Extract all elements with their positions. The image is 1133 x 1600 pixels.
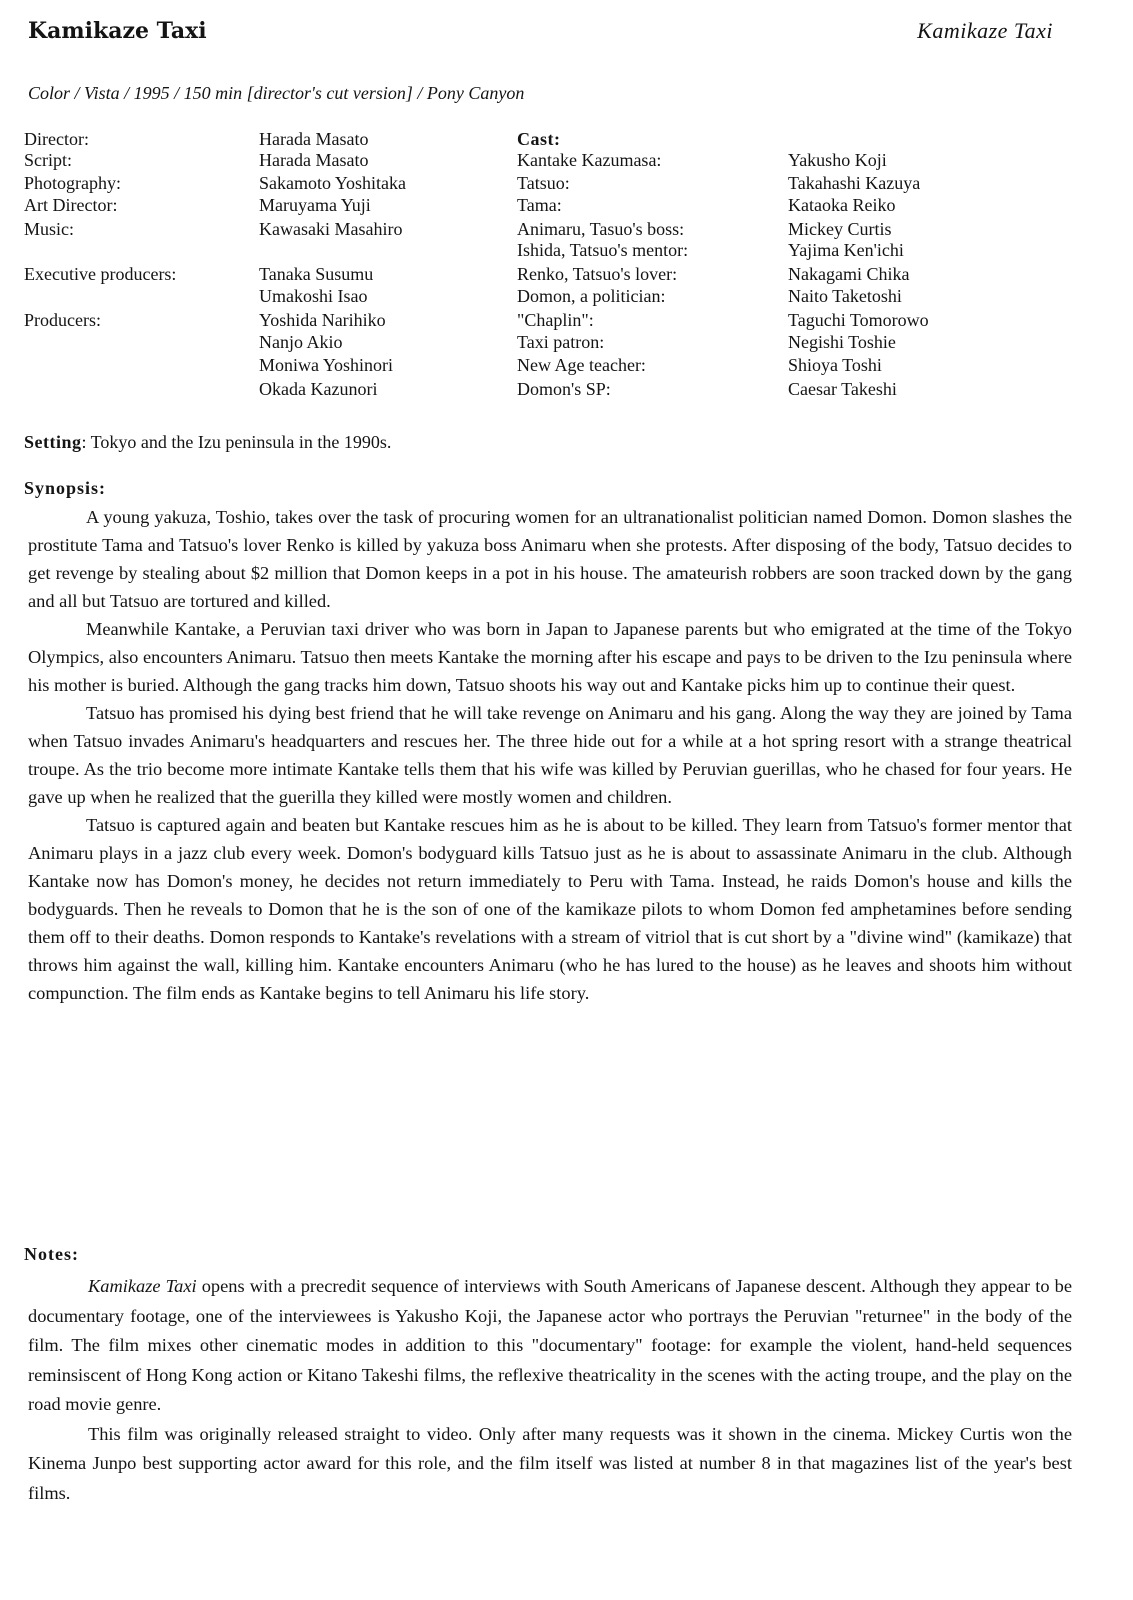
crew-name: Moniwa Yoshinori	[259, 355, 394, 375]
synopsis-paragraph: Meanwhile Kantake, a Peruvian taxi driver who was born in Japan to Japanese parents but who emigrated at the time of the Tokyo Olympics, also encounters Animaru. Tatsuo then meets Kantake the morning after his escape and pays to be driven to the Izu peninsula where his mother is buried. Although the gang tracks him down, Tatsuo shoots his way out and Kantake picks him up to continue their quest.	[28, 619, 1072, 695]
notes-paragraph	[28, 1272, 1072, 1420]
cast-actor: Yakusho Koji	[788, 150, 887, 170]
crew-role: Photography:	[24, 173, 121, 193]
cast-actor: Kataoka Reiko	[788, 195, 896, 215]
crew-role: Art Director:	[24, 195, 118, 215]
crew-role: Director:	[24, 129, 89, 149]
setting-label: Setting	[24, 432, 82, 452]
cast-actor: Nakagami Chika	[788, 264, 910, 284]
cast-role: Ishida, Tatsuo's mentor:	[517, 240, 689, 260]
cast-actor: Naito Taketoshi	[788, 286, 902, 306]
crew-name: Nanjo Akio	[259, 332, 343, 352]
cast-role: Kantake Kazumasa:	[517, 150, 662, 170]
crew-role: Executive producers:	[24, 264, 177, 284]
setting-line	[24, 432, 391, 453]
cast-role: New Age teacher:	[517, 355, 646, 375]
cast-actor: Shioya Toshi	[788, 355, 882, 375]
header-title-left: Kamikaze Taxi	[28, 18, 207, 44]
crew-role: Music:	[24, 219, 75, 239]
notes-paragraph-text: opens with a precredit sequence of interviews with South Americans of Japanese descent. Although they appear to be documentary footage, one of the interviewees is Yakusho Koji, the Japanese actor who portrays the Peruvian "returnee" in the body of the film. The film mixes other cinematic modes in addition to this "documentary" footage: for example the violent, hand-held sequences reminsiscent of Hong Kong action or Kitano Takeshi films, the reflexive theatricality in the scenes with the acting troupe, and the play on the road movie genre.	[28, 1276, 1072, 1414]
cast-actor: Yajima Ken'ichi	[788, 240, 904, 260]
cast-role: Tatsuo:	[517, 173, 570, 193]
cast-actor: Taguchi Tomorowo	[788, 310, 929, 330]
cast-role: Domon's SP:	[517, 379, 611, 399]
cast-role: Animaru, Tasuo's boss:	[517, 219, 685, 239]
notes-heading: Notes:	[24, 1244, 79, 1264]
synopsis-paragraph: Tatsuo has promised his dying best friend that he will take revenge on Animaru and his gang. Along the way they are joined by Tama when Tatsuo invades Animaru's headquarters and rescues her. The three hide out for a while at a hot spring resort with a strange theatrical troupe. As the trio become more intimate Kantake tells them that his wife was killed by Peruvian guerillas, who he chased for four years. He gave up when he realized that the guerilla they killed were mostly women and children.	[28, 703, 1072, 807]
cast-role: Taxi patron:	[517, 332, 605, 352]
header-title-right: Kamikaze Taxi	[917, 18, 1053, 43]
synopsis-paragraph: A young yakuza, Toshio, takes over the task of procuring women for an ultranationalist politician named Domon. Domon slashes the prostitute Tama and Tatsuo's lover Renko is killed by yakuza boss Animaru when she protests. After disposing of the body, Tatsuo decides to get revenge by stealing about $2 million that Domon keeps in a pot in his house. The amateurish robbers are soon tracked down by the gang and all but Tatsuo are tortured and killed.	[28, 507, 1072, 611]
crew-name: Okada Kazunori	[259, 379, 378, 399]
notes-body	[28, 1272, 1072, 1508]
crew-name: Harada Masato	[259, 150, 369, 170]
crew-name: Kawasaki Masahiro	[259, 219, 403, 239]
notes-paragraph: This film was originally released straight to video. Only after many requests was it shown in the cinema. Mickey Curtis won the Kinema Junpo best supporting actor award for this role, and the film itself was listed at number 8 in that magazines list of the year's best films.	[28, 1423, 1072, 1503]
setting-text: : Tokyo and the Izu peninsula in the 1990s.	[81, 432, 392, 452]
crew-role: Producers:	[24, 310, 101, 330]
crew-name: Harada Masato	[259, 129, 369, 149]
crew-name: Umakoshi Isao	[259, 286, 368, 306]
cast-role: Domon, a politician:	[517, 286, 666, 306]
cast-heading: Cast:	[517, 129, 561, 149]
synopsis-body	[28, 503, 1072, 1007]
cast-actor: Takahashi Kazuya	[788, 173, 921, 193]
synopsis-heading: Synopsis:	[24, 478, 107, 498]
cast-actor: Negishi Toshie	[788, 332, 896, 352]
synopsis-paragraph: Tatsuo is captured again and beaten but Kantake rescues him as he is about to be killed. They learn from Tatsuo's former mentor that Animaru plays in a jazz club every week. Domon's bodyguard kills Tatsuo just as he is about to assassinate Animaru in the club. Although Kantake now has Domon's money, he decides not return immediately to Peru with Tama. Instead, he raids Domon's house and kills the bodyguards. Then he reveals to Domon that he is the son of one of the kamikaze pilots to whom Domon fed amphetamines before sending them off to their deaths. Domon responds to Kantake's revelations with a stream of vitriol that is cut short by a "divine wind" (kamikaze) that throws him against the wall, killing him. Kantake encounters Animaru (who he has lured to the house) as he leaves and shoots him without compunction. The film ends as Kantake begins to tell Animaru his life story.	[28, 815, 1072, 1003]
crew-name: Maruyama Yuji	[259, 195, 371, 215]
cast-role: Renko, Tatsuo's lover:	[517, 264, 678, 284]
crew-name: Sakamoto Yoshitaka	[259, 173, 407, 193]
film-title-italic: Kamikaze Taxi	[88, 1276, 197, 1296]
cast-role: "Chaplin":	[517, 310, 594, 330]
film-meta-line: Color / Vista / 1995 / 150 min [director's cut version] / Pony Canyon	[28, 83, 525, 103]
crew-role: Script:	[24, 150, 72, 170]
cast-actor: Mickey Curtis	[788, 219, 892, 239]
cast-role: Tama:	[517, 195, 562, 215]
crew-name: Tanaka Susumu	[259, 264, 374, 284]
cast-actor: Caesar Takeshi	[788, 379, 897, 399]
crew-name: Yoshida Narihiko	[259, 310, 386, 330]
